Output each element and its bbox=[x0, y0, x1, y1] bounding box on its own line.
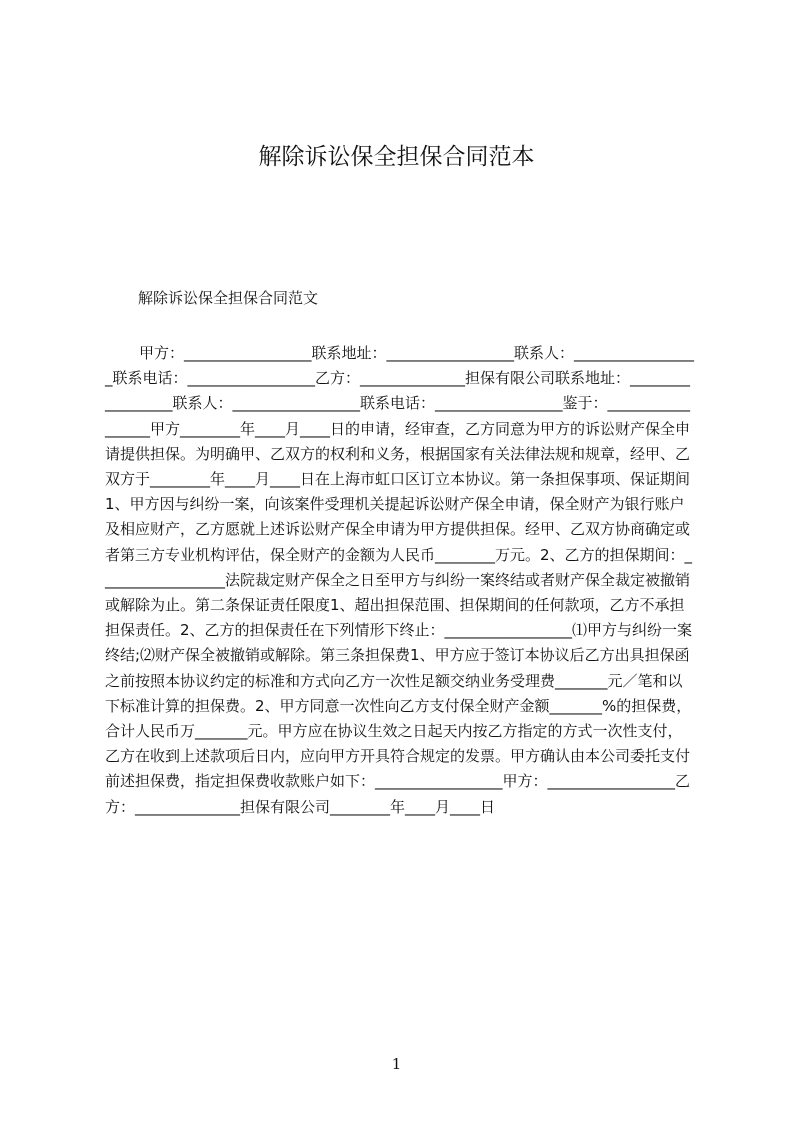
page-number: 1 bbox=[391, 1055, 402, 1073]
contract-body-text: 甲方：_________________联系地址：_________________联系人：_________________联系电话：_________________乙方：______________担保有限公司联系地址：_________________联系人：_________________联系电话：_________________鉴于：_________________甲方________年____月____日的申请，经审查，乙方同意为甲方的诉讼财产保全申请提供担保。为明确甲、乙双方的权利和义务，根据国家有关法律法规和规章，经甲、乙双方于________年____月____日在上海市虹口区订立本协议。第一条担保事项、保证期间1、甲方因与纠纷一案，向该案件受理机关提起诉讼财产保全申请，保全财产为银行账户及相应财产，乙方愿就上述诉讼财产保全申请为甲方提供担保。经甲、乙双方协商确定或者第三方专业机构评估，保全财产的金额为人民币________万元。2、乙方的担保期间：_________________法院裁定财产保全之日至甲方与纠纷一案终结或者财产保全裁定被撤销或解除为止。第二条保证责任限度1、超出担保范围、担保期间的任何款项，乙方不承担担保责任。2、乙方的担保责任在下列情形下终止：_________________⑴甲方与纠纷一案终结;⑵财产保全被撤销或解除。第三条担保费1、甲方应于签订本协议后乙方出具担保函之前按照本协议约定的标准和方式向乙方一次性足额交纳业务受理费_______元／笔和以下标准计算的担保费。2、甲方同意一次性向乙方支付保全财产金额_______%的担保费，合计人民币万_______元。甲方应在协议生效之日起天内按乙方指定的方式一次性支付，乙方在收到上述款项后日内，应向甲方开具符合规定的发票。甲方确认由本公司委托支付前述担保费，指定担保费收款账户如下：_________________甲方：_________________乙方：______________担保有限公司________年____月____日 bbox=[105, 344, 695, 816]
document-subtitle: 解除诉讼保全担保合同范文 bbox=[138, 289, 319, 307]
document-title: 解除诉讼保全担保合同范本 bbox=[258, 144, 535, 170]
